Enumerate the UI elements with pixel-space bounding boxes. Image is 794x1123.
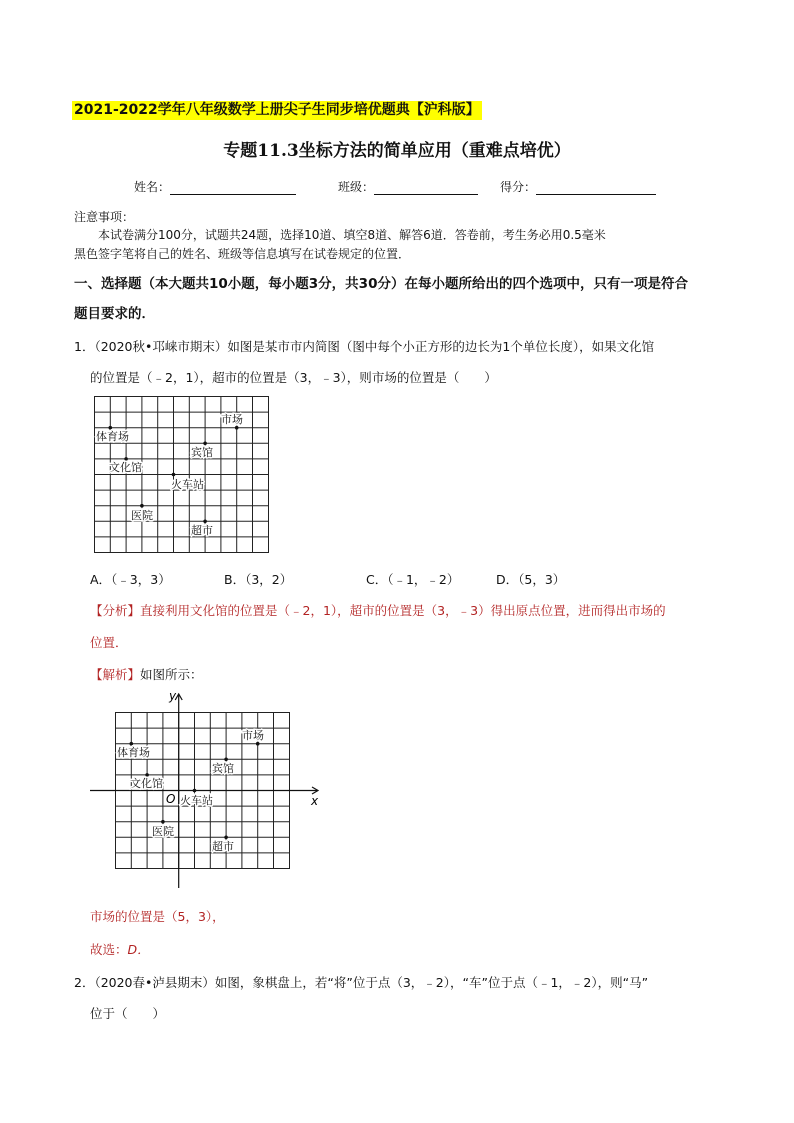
culture-center-label-2: 文化馆 xyxy=(130,777,163,790)
train-station-label: 火车站 xyxy=(171,478,204,491)
q1-answer-line xyxy=(90,940,150,958)
market-dot xyxy=(235,426,239,430)
section1-heading: 一、选择题（本大题共10小题，每小题3分，共30分）在每小题所给出的四个选项中，只有一项是符合 xyxy=(74,276,688,292)
supermarket-label-2: 超市 xyxy=(212,840,234,853)
supermarket-dot xyxy=(203,520,207,524)
supermarket-label: 超市 xyxy=(191,524,213,537)
stadium-dot-2 xyxy=(130,742,134,746)
notice-line2: 黑色签字笔将自己的姓名、班级等信息填写在试卷规定的位置． xyxy=(74,247,411,261)
name-label: 姓名： xyxy=(134,180,171,194)
q1-stem-line1: 1．（2020秋•邛崃市期末）如图是某市市内简图（图中每个小正方形的边长为1个单位长度），如果文化馆 xyxy=(74,339,655,354)
hospital-dot xyxy=(140,504,144,508)
q1-solution-line xyxy=(90,665,203,683)
analysis-tag: 【分析】 xyxy=(90,603,141,618)
q2-stem-line1: 2．（2020春•泸县期末）如图，象棋盘上，若“将”位于点（3，﹣2），“车”位于点（﹣1，﹣2），则“马” xyxy=(74,975,649,990)
hotel-label-2: 宾馆 xyxy=(212,762,234,775)
hotel-label: 宾馆 xyxy=(191,446,213,459)
score-label: 得分： xyxy=(500,180,537,194)
culture-center-label: 文化馆 xyxy=(109,461,142,474)
q1-analysis-line1 xyxy=(90,601,666,619)
train-station-label-2: 火车站 xyxy=(180,794,213,807)
notice-heading: 注意事项： xyxy=(74,210,135,224)
supermarket-dot-2 xyxy=(224,836,228,840)
notice-line1: 本试卷满分100分，试题共24题，选择10道、填空8道、解答6道．答卷前，考生务必用0.5毫米 xyxy=(98,228,606,242)
answer-value: D． xyxy=(127,942,150,957)
solution-tag: 【解析】 xyxy=(90,667,141,682)
class-field xyxy=(338,178,478,195)
class-blank xyxy=(374,180,478,195)
answer-prefix: 故选： xyxy=(90,942,128,957)
hotel-dot xyxy=(203,442,207,446)
name-field xyxy=(134,178,296,195)
coordinate-figure xyxy=(86,688,326,894)
q1-option-d: D．（5，3） xyxy=(496,572,566,587)
section1-heading-cont: 题目要求的． xyxy=(74,306,155,322)
train-station-dot-2 xyxy=(193,789,197,793)
page-title: 专题11.3坐标方法的简单应用（重难点培优） xyxy=(223,141,571,161)
market-label: 市场 xyxy=(221,413,243,426)
q1-option-b: B．（3，2） xyxy=(224,572,293,587)
solution-text: 如图所示： xyxy=(140,667,203,682)
stadium-label: 体育场 xyxy=(96,430,129,443)
origin-label: O xyxy=(166,792,176,806)
name-blank xyxy=(170,180,296,195)
q1-option-c: C．（﹣1，﹣2） xyxy=(366,572,460,587)
hospital-label: 医院 xyxy=(131,509,153,522)
score-field xyxy=(500,178,656,195)
market-dot-2 xyxy=(256,742,260,746)
q2-stem-line2: 位于（ ） xyxy=(90,1006,166,1021)
stadium-label-2: 体育场 xyxy=(117,746,150,759)
q1-stem-line2: 的位置是（﹣2，1），超市的位置是（3，﹣3），则市场的位置是（ ） xyxy=(90,370,497,385)
x-axis-label: x xyxy=(311,794,319,808)
city-map-figure xyxy=(94,396,270,556)
book-banner: 2021-2022学年八年级数学上册尖子生同步培优题典【沪科版】 xyxy=(74,102,480,118)
score-blank xyxy=(536,180,656,195)
train-station-dot xyxy=(172,473,176,477)
y-axis-label: y xyxy=(169,689,177,703)
market-label-2: 市场 xyxy=(242,729,264,742)
q1-option-a: A．（﹣3，3） xyxy=(90,572,171,587)
q1-analysis-line2: 位置． xyxy=(90,635,128,650)
hospital-label-2: 医院 xyxy=(152,825,174,838)
stadium-dot xyxy=(109,426,113,430)
class-label: 班级： xyxy=(338,180,375,194)
analysis-text: 直接利用文化馆的位置是（﹣2，1），超市的位置是（3，﹣3）得出原点位置，进而得出市场的 xyxy=(140,603,666,618)
q1-result: 市场的位置是（5，3）， xyxy=(90,909,225,924)
hotel-dot-2 xyxy=(224,758,228,762)
hospital-dot-2 xyxy=(161,820,165,824)
